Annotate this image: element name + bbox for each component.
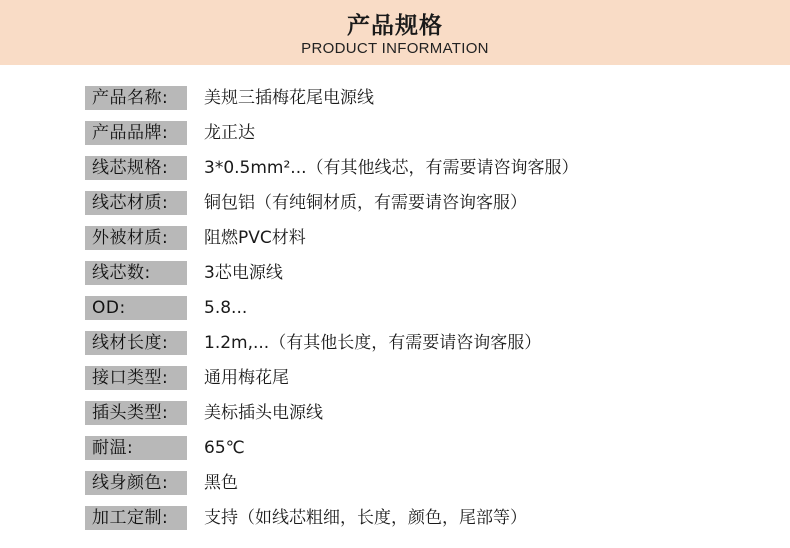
spec-value: 3芯电源线: [204, 263, 283, 283]
spec-row-core-spec: [85, 156, 725, 191]
spec-list: [85, 86, 725, 541]
spec-value: 1.2m,...（有其他长度，有需要请咨询客服）: [204, 333, 542, 353]
spec-label: 线材长度:: [85, 331, 187, 355]
spec-value: 支持（如线芯粗细，长度，颜色，尾部等）: [204, 508, 527, 528]
spec-label: 外被材质:: [85, 226, 187, 250]
header-banner: [0, 0, 790, 65]
spec-value: 65℃: [204, 438, 245, 458]
spec-label: 线芯数:: [85, 261, 187, 285]
spec-row-cable-length: [85, 331, 725, 366]
spec-row-customization: [85, 506, 725, 541]
spec-value: 3*0.5mm²...（有其他线芯，有需要请咨询客服）: [204, 158, 579, 178]
spec-value: 5.8...: [204, 298, 248, 318]
spec-label: 线身颜色:: [85, 471, 187, 495]
spec-label: 产品名称:: [85, 86, 187, 110]
spec-value: 黑色: [204, 473, 238, 493]
spec-row-plug-type: [85, 401, 725, 436]
spec-value: 龙正达: [204, 123, 255, 143]
spec-row-core-material: [85, 191, 725, 226]
spec-label: OD:: [85, 296, 187, 320]
spec-label: 线芯规格:: [85, 156, 187, 180]
spec-value: 美标插头电源线: [204, 403, 323, 423]
spec-label: 产品品牌:: [85, 121, 187, 145]
spec-row-od: [85, 296, 725, 331]
spec-row-cable-color: [85, 471, 725, 506]
spec-row-temperature: [85, 436, 725, 471]
spec-label: 耐温:: [85, 436, 187, 460]
spec-row-jacket-material: [85, 226, 725, 261]
spec-label: 加工定制:: [85, 506, 187, 530]
spec-value: 通用梅花尾: [204, 368, 289, 388]
spec-label: 接口类型:: [85, 366, 187, 390]
spec-value: 美规三插梅花尾电源线: [204, 88, 374, 108]
spec-row-connector-type: [85, 366, 725, 401]
spec-label: 线芯材质:: [85, 191, 187, 215]
spec-row-core-count: [85, 261, 725, 296]
spec-value: 阻燃PVC材料: [204, 228, 306, 248]
spec-row-product-name: [85, 86, 725, 121]
spec-value: 铜包铝（有纯铜材质，有需要请咨询客服）: [204, 193, 527, 213]
spec-row-brand: [85, 121, 725, 156]
spec-label: 插头类型:: [85, 401, 187, 425]
page-subtitle: PRODUCT INFORMATION: [301, 40, 489, 57]
page-title: 产品规格: [347, 13, 443, 39]
